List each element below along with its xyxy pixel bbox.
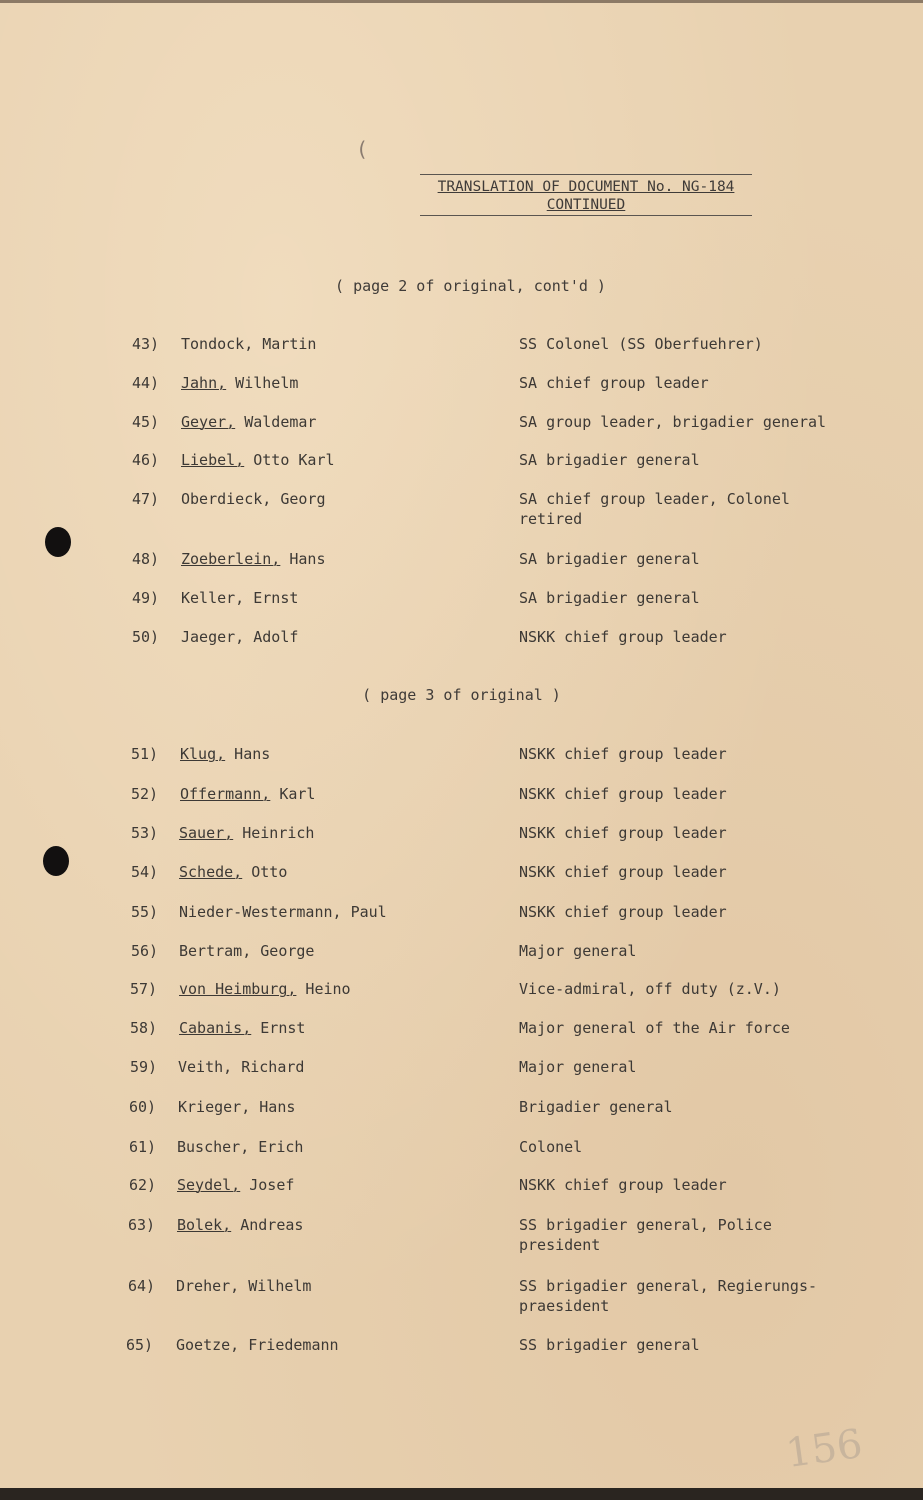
entry-surname: Seydel, xyxy=(177,1176,241,1194)
entry-surname: Schede, xyxy=(179,863,243,881)
entry-name xyxy=(180,744,270,764)
entry-rank: SS Colonel (SS Oberfuehrer) xyxy=(519,335,763,353)
entry-name xyxy=(181,549,326,569)
entry-surname: von Heimburg, xyxy=(179,980,297,998)
entry-surname: Tondock, xyxy=(181,335,254,353)
section-label-page-3: ( page 3 of original ) xyxy=(362,686,561,704)
entry-surname: Bertram, xyxy=(179,942,252,960)
entry-name xyxy=(181,373,298,393)
entry-name xyxy=(180,784,315,804)
entry-surname: Liebel, xyxy=(181,451,245,469)
entry-number: 57) xyxy=(130,980,158,998)
entry-rank: SS brigadier general xyxy=(519,1336,700,1354)
entry-rank: NSKK chief group leader xyxy=(519,628,727,646)
entry-name xyxy=(177,1175,294,1195)
entry-surname: Goetze, xyxy=(176,1336,240,1354)
entry-surname: Cabanis, xyxy=(179,1019,252,1037)
entry-given-name: Heinrich xyxy=(233,824,315,842)
entry-surname: Keller, xyxy=(181,589,245,607)
page-bottom-edge xyxy=(0,1488,923,1500)
entry-surname: Oberdieck, xyxy=(181,490,272,508)
entry-rank: SA brigadier general xyxy=(519,451,700,469)
entry-number: 48) xyxy=(132,550,160,568)
entry-rank: NSKK chief group leader xyxy=(519,1176,727,1194)
entry-number: 49) xyxy=(132,589,160,607)
entry-surname: Buscher, xyxy=(177,1138,250,1156)
entry-surname: Jaeger, xyxy=(181,628,245,646)
entry-rank: SA brigadier general xyxy=(519,589,700,607)
entry-given-name: Waldemar xyxy=(235,413,317,431)
entry-given-name: Friedemann xyxy=(239,1336,339,1354)
entry-name xyxy=(181,627,298,647)
entry-name xyxy=(181,450,335,470)
entry-given-name: Hans xyxy=(225,745,271,763)
entry-given-name: Richard xyxy=(232,1058,305,1076)
entry-surname: Geyer, xyxy=(181,413,236,431)
entry-rank: NSKK chief group leader xyxy=(519,785,727,803)
entry-given-name: Andreas xyxy=(231,1216,304,1234)
entry-name xyxy=(181,588,298,608)
document-header xyxy=(420,174,752,216)
entry-number: 59) xyxy=(130,1058,158,1076)
entry-rank: SA group leader, brigadier general xyxy=(519,413,827,431)
entry-given-name: Ernst xyxy=(251,1019,306,1037)
entry-number: 47) xyxy=(132,490,160,508)
entry-rank: SS brigadier general, Police president xyxy=(519,1216,772,1254)
entry-rank: NSKK chief group leader xyxy=(519,824,727,842)
entry-number: 45) xyxy=(132,413,160,431)
entry-surname: Jahn, xyxy=(181,374,227,392)
entry-rank: Brigadier general xyxy=(519,1098,673,1116)
punch-hole xyxy=(45,527,71,557)
entry-surname: Veith, xyxy=(178,1058,233,1076)
handwritten-page-number: 156 xyxy=(783,1420,866,1478)
entry-name xyxy=(179,1018,305,1038)
entry-number: 65) xyxy=(126,1336,154,1354)
document-title: TRANSLATION OF DOCUMENT No. NG-184 xyxy=(437,179,735,195)
entry-given-name: Adolf xyxy=(244,628,299,646)
entry-number: 51) xyxy=(131,745,159,763)
header-rule-bottom xyxy=(420,215,752,216)
entry-number: 54) xyxy=(131,863,159,881)
entry-name xyxy=(181,412,316,432)
entry-surname: Krieger, xyxy=(178,1098,251,1116)
entry-given-name: Josef xyxy=(240,1176,295,1194)
punch-hole xyxy=(43,846,69,876)
entry-given-name: Otto xyxy=(242,863,288,881)
entry-surname: Zoeberlein, xyxy=(181,550,281,568)
entry-number: 43) xyxy=(132,335,160,353)
entry-number: 61) xyxy=(129,1138,157,1156)
entry-surname: Bolek, xyxy=(177,1216,232,1234)
entry-number: 44) xyxy=(132,374,160,392)
entry-given-name: Erich xyxy=(249,1138,304,1156)
entry-surname: Nieder-Westermann, xyxy=(179,903,342,921)
entry-rank: NSKK chief group leader xyxy=(519,863,727,881)
entry-name xyxy=(178,1097,295,1117)
entry-rank: Vice-admiral, off duty (z.V.) xyxy=(519,980,781,998)
entry-name xyxy=(176,1276,311,1296)
entry-given-name: Ernst xyxy=(244,589,299,607)
entry-given-name: Georg xyxy=(271,490,326,508)
entry-rank: SA chief group leader xyxy=(519,374,709,392)
entry-number: 53) xyxy=(131,824,159,842)
entry-given-name: Wilhelm xyxy=(239,1277,312,1295)
entry-surname: Sauer, xyxy=(179,824,234,842)
entry-name xyxy=(181,489,326,509)
entry-surname: Dreher, xyxy=(176,1277,240,1295)
entry-rank: Major general xyxy=(519,1058,637,1076)
entry-name xyxy=(177,1215,303,1235)
entry-number: 55) xyxy=(131,903,159,921)
entry-rank: NSKK chief group leader xyxy=(519,745,727,763)
page-top-edge xyxy=(0,0,923,3)
entry-number: 62) xyxy=(129,1176,157,1194)
entry-number: 56) xyxy=(131,942,159,960)
entry-name xyxy=(179,823,314,843)
entry-given-name: Paul xyxy=(341,903,387,921)
entry-surname: Offermann, xyxy=(180,785,271,803)
entry-name xyxy=(178,1057,304,1077)
entry-surname: Klug, xyxy=(180,745,226,763)
entry-name xyxy=(181,334,316,354)
entry-rank: SA chief group leader, Colonel retired xyxy=(519,490,790,528)
entry-given-name: Martin xyxy=(253,335,317,353)
entry-given-name: George xyxy=(251,942,315,960)
section-label-page-2: ( page 2 of original, cont'd ) xyxy=(335,277,606,295)
entry-name xyxy=(179,941,314,961)
entry-name xyxy=(176,1335,339,1355)
entry-rank: Major general of the Air force xyxy=(519,1019,790,1037)
entry-rank: Colonel xyxy=(519,1138,583,1156)
entry-rank: SA brigadier general xyxy=(519,550,700,568)
entry-number: 50) xyxy=(132,628,160,646)
entry-number: 60) xyxy=(129,1098,157,1116)
entry-given-name: Hans xyxy=(280,550,326,568)
entry-rank: Major general xyxy=(519,942,637,960)
entry-name xyxy=(177,1137,303,1157)
entry-rank: SS brigadier general, Regierungs-praesident xyxy=(519,1277,818,1315)
entry-number: 64) xyxy=(128,1277,156,1295)
entry-given-name: Karl xyxy=(270,785,316,803)
entry-given-name: Wilhelm xyxy=(226,374,299,392)
entry-number: 46) xyxy=(132,451,160,469)
entry-number: 63) xyxy=(128,1216,156,1234)
entry-name xyxy=(179,862,287,882)
entry-given-name: Heino xyxy=(296,980,351,998)
entry-rank: NSKK chief group leader xyxy=(519,903,727,921)
entry-given-name: Otto Karl xyxy=(244,451,335,469)
entry-name xyxy=(179,979,351,999)
document-subtitle: CONTINUED xyxy=(546,197,626,213)
stray-mark: ( xyxy=(356,137,369,161)
entry-name xyxy=(179,902,387,922)
entry-given-name: Hans xyxy=(250,1098,296,1116)
entry-number: 52) xyxy=(131,785,159,803)
entry-number: 58) xyxy=(130,1019,158,1037)
